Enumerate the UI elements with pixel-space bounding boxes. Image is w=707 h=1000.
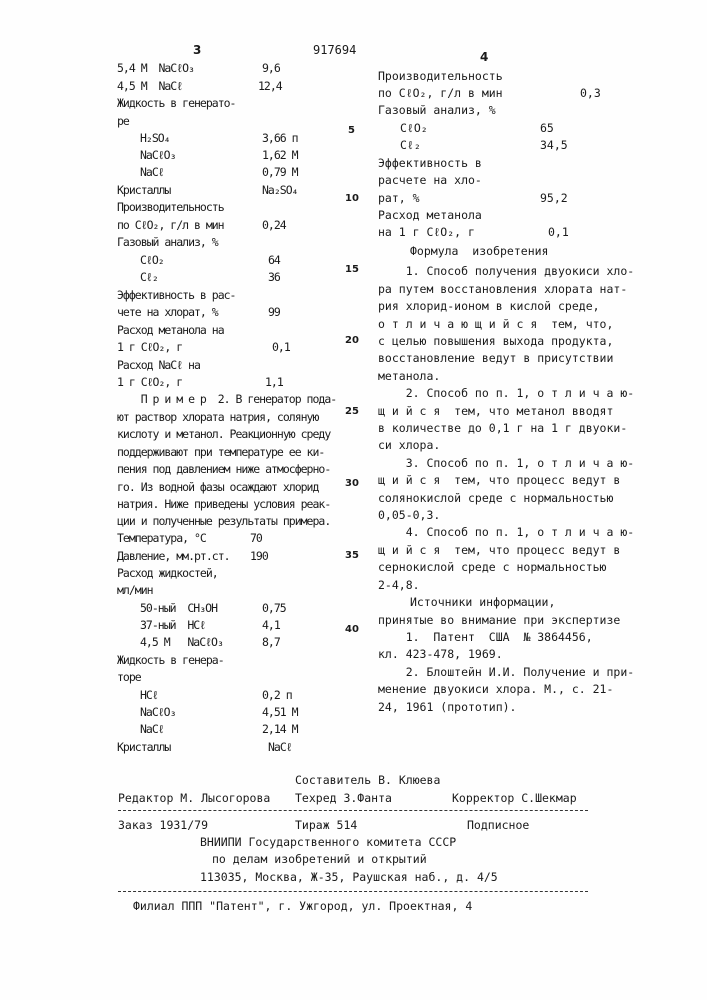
source-line: принятые во внимание при экспертизе	[378, 613, 620, 627]
row-label: чете на хлорат, %	[117, 305, 218, 319]
source-line: менение двуокиси хлора. М., с. 21-	[378, 682, 613, 696]
claim-line: 1. Способ получения двуокиси хло-	[378, 264, 634, 278]
order-number: Заказ 1931/79	[118, 818, 208, 832]
page-number-left: 3	[193, 43, 201, 57]
example-paragraph-line: П р и м е р 2. В генератор пода-	[117, 392, 336, 406]
line-number: 20	[345, 335, 359, 347]
row-label: Расход метанола на	[117, 323, 224, 337]
row-label: Жидкость в генера-	[117, 653, 224, 667]
claim-line: в количестве до 0,1 г на 1 г двуоки-	[378, 421, 627, 435]
claim-line: 0,05-0,3.	[378, 508, 440, 522]
row-label: 50-ный CH₃OH	[140, 601, 217, 615]
row-label: Газовый анализ, %	[117, 235, 218, 249]
row-label: Производительность	[378, 69, 503, 83]
compiler: Составитель В. Клюева	[295, 773, 440, 787]
page-number-right: 4	[480, 50, 488, 64]
row-value: 0,79 М	[262, 165, 298, 179]
row-value: 9,6	[262, 61, 280, 75]
row-label: 1 г CℓO₂, г	[117, 375, 182, 389]
source-line: 1. Патент США № 3864456,	[378, 630, 593, 644]
subscription: Подписное	[467, 818, 529, 832]
patent-page	[0, 0, 707, 1000]
line-number: 40	[345, 624, 359, 636]
example-paragraph-line: ции и полученные результаты примера.	[117, 514, 330, 528]
row-label: NaCℓO₃	[140, 705, 176, 719]
row-label: NaCℓ	[140, 722, 164, 736]
row-value: Na₂SO₄	[262, 183, 298, 197]
row-value: 64	[268, 253, 280, 267]
row-value: 12,4	[258, 79, 282, 93]
corrector: Корректор С.Шекмар	[452, 791, 577, 805]
row-value: 34,5	[540, 138, 568, 152]
row-value: 0,1	[548, 225, 569, 239]
formula-title: Формула изобретения	[410, 244, 548, 258]
claim-line: щ и й с я тем, что процесс ведут в	[378, 473, 620, 487]
row-label: 37-ный HCℓ	[140, 618, 205, 632]
line-number: 25	[345, 406, 359, 418]
row-value: 0,75	[262, 601, 286, 615]
row-label: по CℓO₂, г/л в мин	[117, 218, 224, 232]
row-value: 190	[250, 549, 268, 563]
row-value: 70	[250, 531, 262, 545]
row-value: 8,7	[262, 635, 280, 649]
source-line: 2. Блоштейн И.И. Получение и при-	[378, 665, 634, 679]
claim-line: ра путем восстановления хлората нат-	[378, 282, 627, 296]
row-label: NaCℓ	[140, 165, 164, 179]
line-number: 5	[348, 125, 355, 137]
divider	[118, 810, 588, 811]
divider	[118, 891, 588, 892]
claim-line: 2. Способ по п. 1, о т л и ч а ю-	[378, 386, 634, 400]
claim-line: щ и й с я тем, что метанол вводят	[378, 404, 613, 418]
row-value: 65	[540, 121, 554, 135]
row-label: Кристаллы	[117, 740, 170, 754]
row-label: Производительность	[117, 200, 224, 214]
org-line: по делам изобретений и открытий	[212, 852, 427, 866]
example-paragraph-line: пения под давлением ниже атмосферно-	[117, 462, 330, 476]
circulation: Тираж 514	[295, 818, 357, 832]
sources-title: Источники информации,	[410, 595, 555, 609]
source-line: 24, 1961 (прототип).	[378, 700, 516, 714]
techred: Техред З.Фанта	[295, 791, 392, 805]
row-value: 0,24	[262, 218, 286, 232]
claim-line: 3. Способ по п. 1, о т л и ч а ю-	[378, 456, 634, 470]
row-label: Давление, мм.рт.ст.	[117, 549, 230, 563]
row-label: Жидкость в генерато-	[117, 96, 235, 110]
row-label: Cℓ₂	[140, 270, 158, 284]
row-value: 1,62 М	[262, 148, 298, 162]
row-value: 0,1	[272, 340, 290, 354]
example-paragraph-line: кислоту и метанол. Реакционную среду	[117, 427, 330, 441]
line-number: 35	[345, 550, 359, 562]
claim-line: сернокислой среде с нормальностью	[378, 560, 606, 574]
example-paragraph-line: натрия. Ниже приведены условия реак-	[117, 497, 330, 511]
row-label: NaCℓO₃	[140, 148, 176, 162]
claim-line: 2-4,8.	[378, 578, 420, 592]
row-label: Расход жидкостей,	[117, 566, 218, 580]
row-label: Cℓ₂	[400, 138, 421, 152]
row-label: Газовый анализ, %	[378, 103, 496, 117]
row-label: Эффективность в	[378, 156, 482, 170]
row-label: Температура, °C	[117, 531, 206, 545]
row-value: 4,1	[262, 618, 280, 632]
row-label: H₂SO₄	[140, 131, 170, 145]
row-label: HCℓ	[140, 688, 158, 702]
row-label: 1 г CℓO₂, г	[117, 340, 182, 354]
row-label: рат, %	[378, 191, 420, 205]
row-label: Расход метанола	[378, 208, 482, 222]
row-label: Эффективность в рас-	[117, 288, 235, 302]
line-number: 30	[345, 478, 359, 490]
org-address: 113035, Москва, Ж-35, Раушская наб., д. 4/5	[200, 870, 498, 884]
row-value: 0,3	[580, 86, 601, 100]
claim-line: рия хлорид-ионом в кислой среде,	[378, 299, 600, 313]
claim-line: с целью повышения выхода продукта,	[378, 334, 613, 348]
claim-line: метанола.	[378, 369, 440, 383]
claim-line: щ и й с я тем, что процесс ведут в	[378, 543, 620, 557]
line-number: 15	[345, 264, 359, 276]
row-label: CℓO₂	[140, 253, 164, 267]
editor: Редактор М. Лысогорова	[118, 791, 270, 805]
claim-line: восстановление ведут в присутствии	[378, 351, 613, 365]
row-value: 1,1	[265, 375, 283, 389]
example-paragraph-line: ют раствор хлората натрия, соляную	[117, 410, 318, 424]
row-value: 2,14 М	[262, 722, 298, 736]
row-value: 95,2	[540, 191, 568, 205]
row-value: 36	[268, 270, 280, 284]
row-label: ре	[117, 114, 129, 128]
claim-line: си хлора.	[378, 438, 440, 452]
row-label: по CℓO₂, г/л в мин	[378, 86, 503, 100]
org-line: ВНИИПИ Государственного комитета СССР	[200, 835, 456, 849]
example-paragraph-line: поддерживают при температуре ее ки-	[117, 445, 324, 459]
row-label: мл/мин	[117, 583, 153, 597]
row-label: Расход NaCℓ на	[117, 358, 200, 372]
row-value: 0,2 п	[262, 688, 292, 702]
row-label: на 1 г CℓO₂, г	[378, 225, 475, 239]
row-value: NaCℓ	[268, 740, 292, 754]
row-value: 4,51 М	[262, 705, 298, 719]
row-label: Кристаллы	[117, 183, 170, 197]
row-value: 3,66 п	[262, 131, 298, 145]
claim-line: 4. Способ по п. 1, о т л и ч а ю-	[378, 525, 634, 539]
row-label: торе	[117, 670, 141, 684]
source-line: кл. 423-478, 1969.	[378, 647, 503, 661]
row-value: 99	[268, 305, 280, 319]
example-paragraph-line: го. Из водной фазы осаждают хлорид	[117, 480, 318, 494]
row-label: 5,4 М NaCℓO₃	[117, 61, 194, 75]
row-label: CℓO₂	[400, 121, 428, 135]
claim-line: солянокислой среде с нормальностью	[378, 491, 613, 505]
row-label: расчете на хло-	[378, 173, 482, 187]
branch-address: Филиал ППП "Патент", г. Ужгород, ул. Проектная, 4	[133, 899, 472, 913]
patent-number: 917694	[313, 43, 356, 57]
line-number: 10	[345, 193, 359, 205]
row-label: 4,5 М NaCℓ	[117, 79, 182, 93]
claim-line: о т л и ч а ю щ и й с я тем, что,	[378, 317, 613, 331]
row-label: 4,5 М NaCℓO₃	[140, 635, 223, 649]
